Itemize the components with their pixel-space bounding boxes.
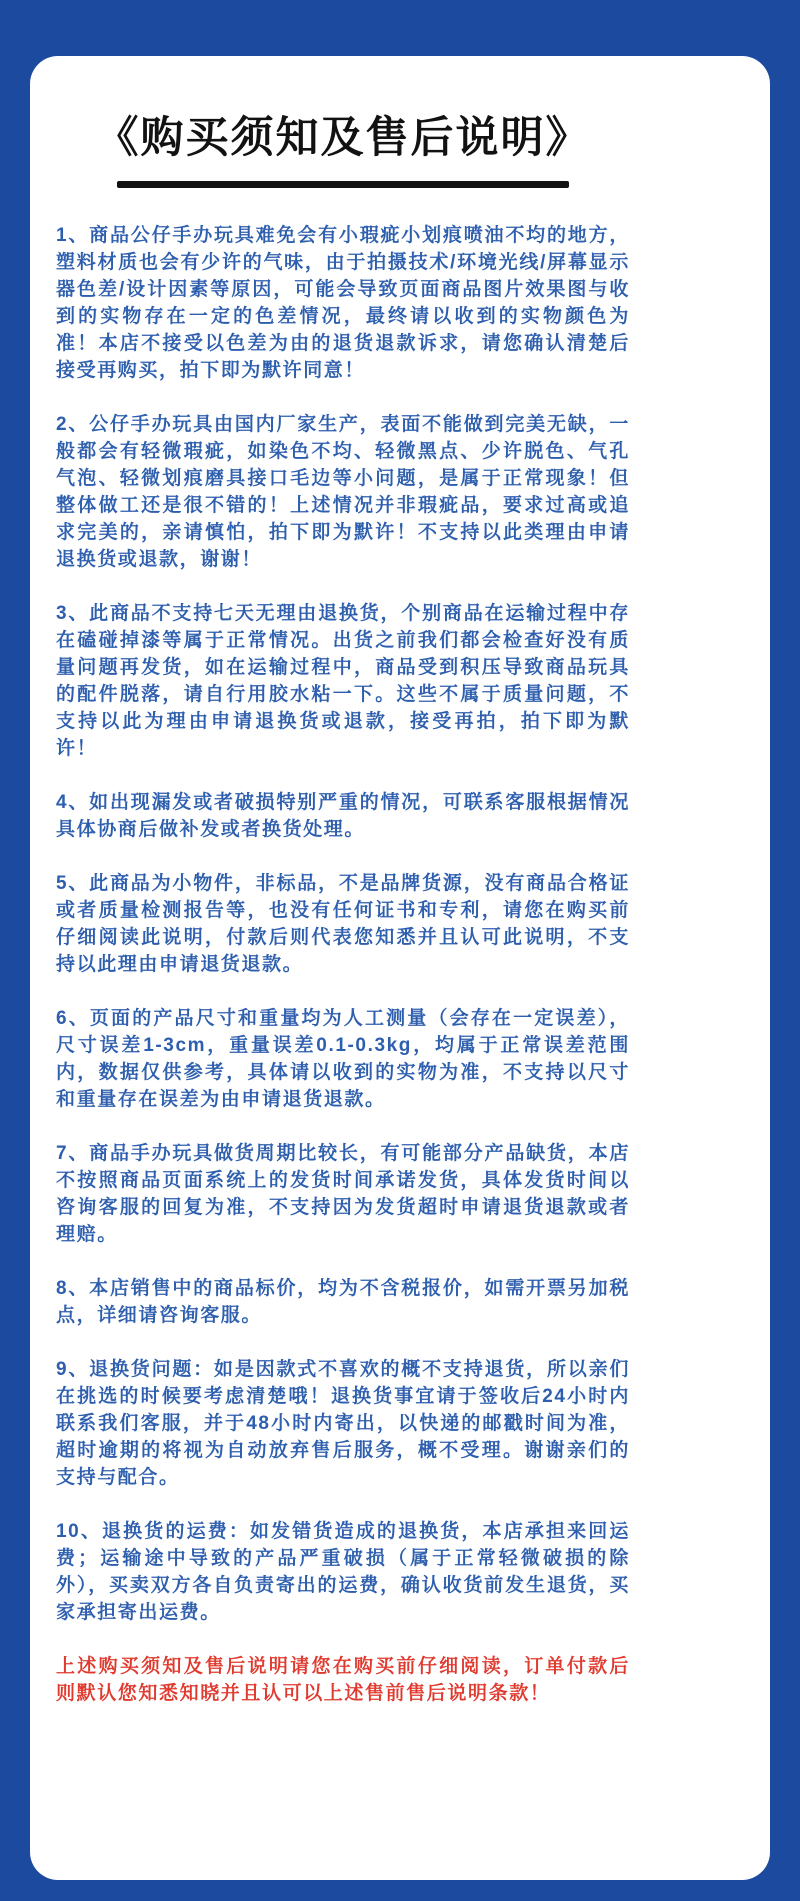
title-underline [117, 181, 569, 188]
notice-paragraph-5: 5、此商品为小物件，非标品，不是品牌货源，没有商品合格证或者质量检测报告等，也没有任何证书和专利，请您在购买前仔细阅读此说明，付款后则代表您知悉并且认可此说明，不支持以此理由申请退货退款。 [56, 873, 630, 975]
notice-paragraph-10: 10、退换货的运费：如发错货造成的退换货，本店承担来回运费；运输途中导致的产品严重破损（属于正常轻微破损的除外），买卖双方各自负责寄出的运费，确认收货前发生退货，买家承担寄出运费。 [56, 1521, 630, 1623]
notice-paragraph-1: 1、商品公仔手办玩具难免会有小瑕疵小划痕喷油不均的地方，塑料材质也会有少许的气味，由于拍摄技术/环境光线/屏幕显示器色差/设计因素等原因，可能会导致页面商品图片效果图与收到的实物存在一定的色差情况，最终请以收到的实物颜色为准！本店不接受以色差为由的退货退款诉求，请您确认清楚后接受再购买，拍下即为默许同意！ [56, 225, 630, 381]
notice-paragraph-3: 3、此商品不支持七天无理由退换货，个别商品在运输过程中存在磕碰掉漆等属于正常情况。出货之前我们都会检查好没有质量问题再发货，如在运输过程中，商品受到积压导致商品玩具的配件脱落，请自行用胶水粘一下。这些不属于质量问题，不支持以此为理由申请退换货或退款，接受再拍，拍下即为默许！ [56, 603, 630, 759]
after-sales-warning: 上述购买须知及售后说明请您在购买前仔细阅读，订单付款后则默认您知悉知晓并且认可以上述售前售后说明条款！ [56, 1656, 630, 1704]
notice-card [30, 56, 770, 1880]
notice-paragraph-7: 7、商品手办玩具做货周期比较长，有可能部分产品缺货，本店不按照商品页面系统上的发货时间承诺发货，具体发货时间以咨询客服的回复为准，不支持因为发货超时申请退货退款或者理赔。 [56, 1143, 630, 1245]
page-title: 《购买须知及售后说明》 [95, 114, 591, 162]
notice-paragraph-4: 4、如出现漏发或者破损特别严重的情况，可联系客服根据情况具体协商后做补发或者换货处理。 [56, 792, 630, 840]
notice-paragraph-6: 6、页面的产品尺寸和重量均为人工测量（会存在一定误差），尺寸误差1-3cm，重量误差0.1-0.3kg，均属于正常误差范围内，数据仅供参考，具体请以收到的实物为准，不支持以尺寸和重量存在误差为由申请退货退款。 [56, 1008, 630, 1110]
notice-paragraph-2: 2、公仔手办玩具由国内厂家生产，表面不能做到完美无缺，一般都会有轻微瑕疵，如染色不均、轻微黑点、少许脱色、气孔气泡、轻微划痕磨具接口毛边等小问题，是属于正常现象！但整体做工还是很不错的！上述情况并非瑕疵品，要求过高或追求完美的，亲请慎怕，拍下即为默许！不支持以此类理由申请退换货或退款，谢谢！ [56, 414, 630, 570]
notice-paragraph-8: 8、本店销售中的商品标价，均为不含税报价，如需开票另加税点，详细请咨询客服。 [56, 1278, 630, 1326]
notice-paragraph-9: 9、退换货问题：如是因款式不喜欢的概不支持退货，所以亲们在挑选的时候要考虑清楚哦！退换货事宜请于签收后24小时内联系我们客服，并于48小时内寄出，以快递的邮戳时间为准，超时逾期的将视为自动放弃售后服务，概不受理。谢谢亲们的支持与配合。 [56, 1359, 630, 1488]
notice-body [56, 222, 630, 1707]
